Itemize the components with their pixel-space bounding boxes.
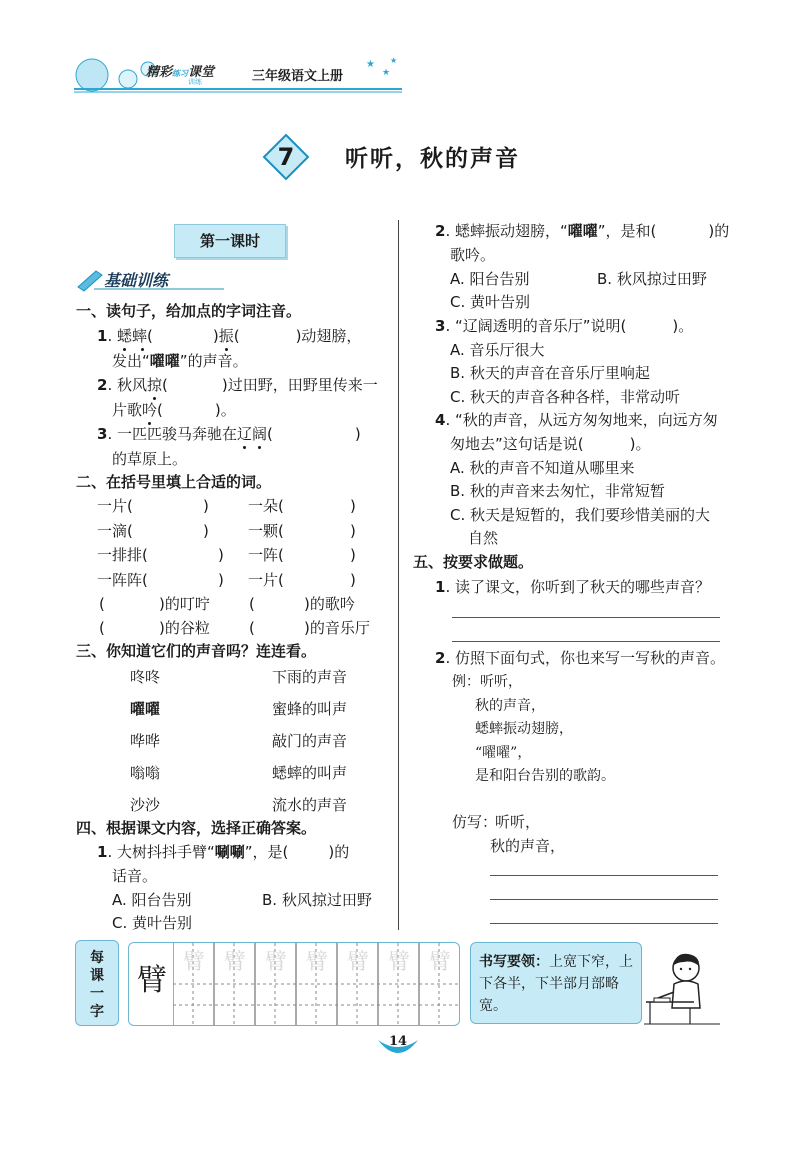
q4-item3-line1: 3. “辽阔透明的音乐厅”说明( )。 (435, 317, 694, 335)
q1-dotted-zhen: )振( (212, 327, 240, 345)
q1-dotted-kuo: 阔 (252, 425, 268, 443)
trace-char: 臂 (223, 950, 246, 975)
example-line-4: 是和阳台告别的歌韵。 (475, 768, 615, 784)
writing-grid[interactable] (128, 942, 460, 1026)
q3-left-3: 嗡嗡 (130, 764, 161, 782)
q4-item2-num: 2 (435, 222, 446, 240)
q2-l1: 一滴( (97, 522, 133, 540)
q1-title: 一、读句子，给加点的字词注音。 (76, 302, 302, 320)
trace-cell-2[interactable] (215, 943, 255, 999)
q1-item3-line2: 的草原上。 (112, 450, 188, 468)
example-line-3: “嚁嚁”， (475, 745, 532, 761)
q1-item2-e: 片歌 (112, 401, 143, 419)
q4-item2-c: ”，是和( (597, 222, 657, 240)
daily-char-2: 一 (90, 986, 104, 1002)
model-char: 臂 (137, 963, 167, 998)
tip-label: 书写要领： (479, 954, 549, 970)
trace-cell-4[interactable] (297, 943, 337, 999)
q4-item4-optA: A. 秋的声音不知道从哪里来 (450, 459, 635, 477)
q4-item1-d: )的 (328, 843, 350, 861)
trace-char: 臂 (428, 950, 451, 975)
q2-l0c: ) (203, 497, 209, 515)
tip-line1: 上宽下窄，上 (549, 954, 633, 970)
trace-cell-6[interactable] (379, 943, 419, 999)
q4-item1-num: 1 (97, 843, 108, 861)
q1-item2-line2 (112, 400, 236, 420)
trace-char: 臂 (305, 950, 328, 975)
page-number: 14 (388, 1034, 408, 1049)
q4-item1-a: 大树抖抖手臂“ (116, 843, 215, 861)
q4-item2-b: 嚁嚁 (567, 222, 598, 240)
q4-item2-a: 蟋蟀振动翅膀，“ (454, 222, 568, 240)
q2-l1c: ) (203, 522, 209, 540)
q2-l2: 一排排( (97, 546, 148, 564)
q4-item4-l1: “秋的声音，从远方匆匆地来，向远方匆 (454, 411, 718, 429)
q3-left-2: 哗哗 (130, 732, 161, 750)
q1-dotted-yin: 吟 (142, 401, 158, 419)
q5-title: 五、按要求做题。 (413, 553, 534, 571)
q5-item2-num: 2 (435, 649, 446, 667)
q2-r3c: ) (350, 571, 356, 589)
q1-item2-d: )过田野，田野里传来一 (221, 376, 378, 394)
q4-item2-line2: 歌吟。 (450, 246, 496, 264)
tip-line2: 下各半，下半部月部略 (479, 976, 619, 992)
column-divider (398, 220, 399, 930)
daily-char-3: 字 (90, 1004, 104, 1020)
q4-item4-optB: B. 秋的声音来去匆忙，非常短暂 (450, 482, 665, 500)
brand-small: 练习 (172, 69, 189, 78)
answer-line-1[interactable] (452, 617, 720, 618)
example-line-0: 听听， (480, 674, 522, 690)
q4-item4-l2a: 匆地去”这句话是说( (450, 435, 584, 453)
book-title: 三年级语文上册 (252, 69, 344, 84)
q1-dotted-lve: 掠 (147, 376, 163, 394)
daily-char-1: 课 (90, 968, 104, 984)
q2-l5: ( (99, 619, 105, 637)
q3-right-0: 下雨的声音 (272, 668, 348, 686)
q1-item2-a: 秋风 (116, 376, 147, 394)
q1-item1-f: 嚁嚁 (149, 352, 180, 370)
writing-tip-box (470, 942, 642, 1024)
q2-r4: ( (249, 595, 255, 613)
lesson-title: 听听，秋的声音 (345, 146, 520, 172)
q4-item4-optC1: C. 秋天是短暂的，我们要珍惜美丽的大 (450, 506, 711, 524)
q2-title: 二、在括号里填上合适的词。 (76, 473, 272, 491)
q4-item4-line2 (450, 434, 650, 454)
q3-left-0: 咚咚 (130, 668, 161, 686)
brand-xunlian: 训练 (188, 78, 202, 86)
q3-right-4: 流水的声音 (272, 796, 348, 814)
q5-item1-num: 1 (435, 578, 446, 596)
q2-l0: 一片( (97, 497, 133, 515)
q4-item3-a: “辽阔透明的音乐厅”说明( (454, 317, 627, 335)
example-label: 例： (452, 674, 480, 690)
brand-ketang: 课堂 (188, 65, 215, 80)
trace-cell-5[interactable] (338, 943, 378, 999)
q1-item3-num: 3 (97, 425, 108, 443)
q4-item4-num: 4 (435, 411, 446, 429)
q4-item2-optA: A. 阳台告别 (450, 270, 530, 288)
q4-item4-l2b: )。 (629, 435, 651, 453)
q4-item4-optC2: 自然 (468, 529, 499, 547)
q2-r0c: ) (350, 497, 356, 515)
q1-item2-num: 2 (97, 376, 108, 394)
q2-r0: 一朵( (248, 497, 284, 515)
q1-item1-g: ”的声音。 (179, 352, 248, 370)
q1-item3-a: 一匹匹骏马奔驰在 (116, 425, 237, 443)
q2-r4c: )的歌吟 (304, 595, 355, 613)
q3-right-3: 蟋蟀的叫声 (272, 764, 348, 782)
q2-l3: 一阵阵( (97, 571, 148, 589)
period-box (174, 224, 286, 258)
q2-l4: ( (99, 595, 105, 613)
q4-title: 四、根据课文内容，选择正确答案。 (76, 819, 317, 837)
q2-l5c: )的谷粒 (159, 619, 210, 637)
example-line-1: 秋的声音， (475, 698, 545, 714)
q3-right-1: 蜜蜂的叫声 (272, 700, 348, 718)
brand-jingcai: 精彩 (146, 65, 173, 80)
q4-item2-optC: C. 黄叶告别 (450, 293, 531, 311)
q4-item2-optB: B. 秋风掠过田野 (597, 270, 707, 288)
q2-l2c: ) (218, 546, 224, 564)
trace-char: 臂 (264, 950, 287, 975)
trace-cell-1[interactable] (174, 943, 214, 999)
q2-r1c: ) (350, 522, 356, 540)
q1-dotted-xi: 蟋 (116, 327, 132, 345)
q5-item1-text: 读了课文，你听到了秋天的哪些声音？ (454, 578, 710, 596)
q4-item3-num: 3 (435, 317, 446, 335)
q3-left-4: 沙沙 (130, 796, 161, 814)
trace-cell-3[interactable] (256, 943, 296, 999)
q4-item1-line1: 1. 大树抖抖手臂“唰唰”，是( )的 (97, 843, 350, 861)
q4-item1-c: ”，是( (244, 843, 289, 861)
q1-item3-line1: 3. 一匹匹骏马奔驰在辽阔( ) (97, 425, 361, 443)
q4-item3-optB: B. 秋天的声音在音乐厅里响起 (450, 364, 650, 382)
svg-text:★: ★ (390, 56, 398, 65)
q4-item1-b: 唰唰 (214, 843, 245, 861)
imitate-answer-line-1[interactable] (490, 875, 718, 876)
daily-char-0: 每 (90, 950, 104, 966)
q2-l3c: ) (218, 571, 224, 589)
trace-char: 臂 (346, 950, 369, 975)
lesson-number: 7 (277, 143, 295, 171)
answer-line-2[interactable] (452, 641, 720, 642)
q1-item1-tail: )动翅膀， (295, 327, 362, 345)
q1-item1-e: 发出“ (112, 352, 150, 370)
q1-item2-c: ( (162, 376, 168, 394)
q1-item1-line1: 1. 蟋蟀( )振( )动翅膀， (97, 327, 362, 345)
trace-char: 臂 (387, 950, 410, 975)
q1-item3-d: ( (267, 425, 273, 443)
imitate-answer-line-3[interactable] (490, 923, 718, 924)
q1-item2-line1: 2. 秋风掠( )过田野，田野里传来一 (97, 376, 378, 394)
q4-item3-b: )。 (672, 317, 694, 335)
q2-l4c: )的叮咛 (159, 595, 210, 613)
basic-training-label: 基础训练 (104, 271, 169, 290)
q4-item2-line1: 2. 蟋蟀振动翅膀，“嚁嚁”，是和( )的 (435, 222, 730, 240)
q4-item1-optC: C. 黄叶告别 (112, 914, 193, 932)
q4-item1-optA: A. 阳台告别 (112, 891, 192, 909)
q1-dotted-shuai: 蟀( (132, 327, 153, 345)
q4-item2-d: )的 (708, 222, 730, 240)
q2-r3: 一片( (248, 571, 284, 589)
q1-item3-e: ) (354, 425, 361, 443)
q5-item2: 2. 仿照下面句式，你也来写一写秋的声音。 (435, 649, 725, 667)
page-header (70, 55, 410, 95)
q3-left-1: 嚁嚁 (130, 700, 161, 718)
imitate-line-1: 秋的声音， (490, 837, 566, 855)
q3-title: 三、你知道它们的声音吗？连连看。 (76, 642, 317, 660)
tip-line3: 宽。 (479, 998, 507, 1014)
basic-training-banner (74, 265, 244, 293)
q2-r2: 一阵( (248, 546, 284, 564)
imitate-answer-line-2[interactable] (490, 899, 718, 900)
q4-item3-optC: C. 秋天的声音各种各样，非常动听 (450, 388, 681, 406)
q1-item1-num: 1 (97, 327, 108, 345)
q4-item1-optB: B. 秋风掠过田野 (262, 891, 372, 909)
q1-item2-h: )。 (214, 401, 236, 419)
q2-r5: ( (249, 619, 255, 637)
period-label: 第一课时 (199, 232, 260, 250)
q5-item1: 1. 读了课文，你听到了秋天的哪些声音？ (435, 578, 710, 596)
imitate-line-0: 听听， (495, 813, 541, 831)
q1-item1-line2 (112, 351, 248, 371)
trace-char: 臂 (182, 950, 205, 975)
example-line-2: 蟋蟀振动翅膀， (475, 721, 573, 737)
imitate-label: 仿写： (452, 813, 498, 831)
q2-r1: 一颗( (248, 522, 284, 540)
q2-r5c: )的音乐厅 (304, 619, 370, 637)
svg-text:★: ★ (382, 68, 391, 78)
q4-item3-optA: A. 音乐厅很大 (450, 341, 545, 359)
q4-item4-line1: 4. “秋的声音，从远方匆匆地来，向远方匆 (435, 411, 718, 429)
svg-text:★: ★ (366, 59, 375, 70)
header-decoration (70, 55, 410, 95)
q1-item2-g: ( (157, 401, 163, 419)
q1-dotted-liao: 辽 (237, 425, 253, 443)
q5-item2-text: 仿照下面句式，你也来写一写秋的声音。 (454, 649, 725, 667)
student-writing-illustration (644, 948, 720, 1028)
q3-right-2: 敲门的声音 (272, 732, 348, 750)
page-number-badge (376, 1036, 420, 1060)
trace-cell-7[interactable] (420, 943, 460, 999)
q2-r2c: ) (350, 546, 356, 564)
lesson-number-badge (262, 133, 310, 181)
daily-char-tag (75, 940, 119, 1026)
q4-item1-line2: 话音。 (112, 867, 158, 885)
